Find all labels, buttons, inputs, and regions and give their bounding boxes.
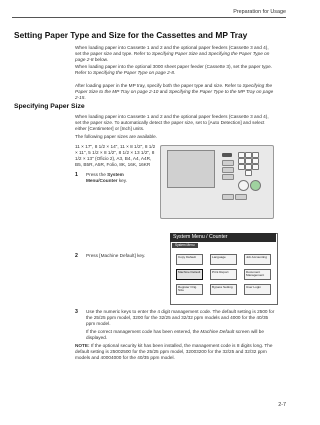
step-1-number: 1 — [75, 172, 78, 178]
step-1-text: Press the System Menu/Counter key. — [86, 172, 128, 183]
user-login-button[interactable]: User Login — [244, 284, 271, 295]
link-paper-type[interactable]: Specifying the Paper Type on page 2-8 — [75, 51, 270, 62]
register-orig-size-button[interactable]: Register Orig. Size — [176, 284, 203, 295]
link-mp-type[interactable]: Specifying the Paper Type to the MP Tray on page 2-15 — [75, 89, 274, 100]
link-paper-type-2[interactable]: Specifying the Paper Type on page 2-8 — [92, 70, 174, 75]
panel-function-key[interactable] — [222, 194, 234, 200]
bypass-setting-button[interactable]: Bypass Setting — [210, 284, 237, 295]
job-accounting-button[interactable]: Job Accounting — [244, 254, 271, 265]
screen-button-grid — [170, 250, 276, 302]
security-kit-note: NOTE: If the optional security kit has been installed, the management code is 8 digits long. The default setting is 25002500 for the 25/25 ppm model, 32003200 for the 32/25 and 32/32 ppm models and 40004000 for the 40/35 ppm model. — [75, 343, 273, 360]
step-2-number: 2 — [75, 253, 78, 259]
link-paper-size[interactable]: Specifying Paper Size — [151, 51, 198, 56]
panel-keypad — [220, 150, 270, 212]
page-number: 2-7 — [278, 402, 286, 408]
copy-default-button[interactable]: Copy Default — [176, 254, 203, 265]
section-title: Setting Paper Type and Size for the Cassettes and MP Tray — [14, 30, 248, 40]
sizes-intro: The following paper sizes are available. — [75, 134, 158, 139]
intro-paragraph-1: When loading paper into Cassette 1 and 2 and the optional paper feeders (Cassette 3 and 4), set the paper size and type. Refer to Specifying Paper Size and Specifying the Paper Type on page 2-8 below. — [75, 45, 270, 62]
panel-function-key[interactable] — [222, 174, 234, 180]
stop-key[interactable] — [238, 180, 249, 191]
system-menu-counter-key[interactable] — [222, 153, 232, 157]
running-header: Preparation for Usage — [233, 9, 286, 15]
panel-lcd-display — [167, 150, 215, 188]
machine-default-button[interactable]: Machine Default — [176, 269, 203, 280]
screen-title: System Menu / Counter — [170, 233, 276, 242]
intro-paragraph-2: When loading paper into the optional 3000 sheet paper feeder (Cassette 3), set the paper type. Refer to Specifying the Paper Type on page 2-8. — [75, 64, 273, 75]
step-2-text: Press [Machine Default] key. — [86, 253, 146, 258]
panel-function-key[interactable] — [222, 160, 234, 166]
step-3-result: If the correct management code has been entered, the Machine Default screen will be displayed. — [86, 329, 264, 340]
key-7[interactable] — [238, 164, 245, 170]
header-rule — [12, 17, 286, 18]
subsection-title: Specifying Paper Size — [14, 103, 85, 110]
panel-function-key[interactable] — [222, 167, 234, 173]
subsection-paragraph: When loading paper into Cassette 1 and 2 and the optional paper feeders (Cassette 3 and 4), set the paper size. To automatically detect the paper size, set to [Auto Detection] and select either [Centimeter] or [Inch] units. — [75, 114, 269, 131]
intro-paragraph-3: After loading paper in the MP tray, specify both the paper type and size. Refer to Specifying the Paper Size to the MP Tray on page 2-10 and Specifying the Paper Type to the MP Tray on page 2-15. — [75, 83, 274, 100]
screen-subtitle-tab: System Menu — [172, 243, 198, 248]
key-0[interactable] — [245, 170, 252, 176]
sizes-list: 11 × 17", 8 1/2 × 14", 11 × 8 1/2", 8 1/2 × 11", 5 1/2 × 8 1/2", 8 1/2 × 13 1/2", 8 1/2 × 13" (Oficio 2), A3, B4, A4, A4R, B5, B5R, A5R, Folio, 8K, 16K, 16KR — [75, 144, 156, 167]
key-9[interactable] — [252, 164, 259, 170]
step-3-text: Use the numeric keys to enter the 4 digit management code. The default setting is 2500 for the 25/25 ppm model, 3200 for the 32/25 and 32/32 ppm models and 4000 for the 40/35 ppm model. — [86, 309, 275, 326]
document-management-button[interactable]: Document Management — [244, 269, 271, 280]
language-button[interactable]: Language — [210, 254, 237, 265]
print-report-button[interactable]: Print Report — [210, 269, 237, 280]
step-3-number: 3 — [75, 309, 78, 315]
link-mp-size[interactable]: Specifying the Paper Size to the MP Tray on page 2-10 — [75, 83, 273, 94]
start-key[interactable] — [250, 180, 261, 191]
panel-function-key[interactable] — [235, 194, 247, 200]
